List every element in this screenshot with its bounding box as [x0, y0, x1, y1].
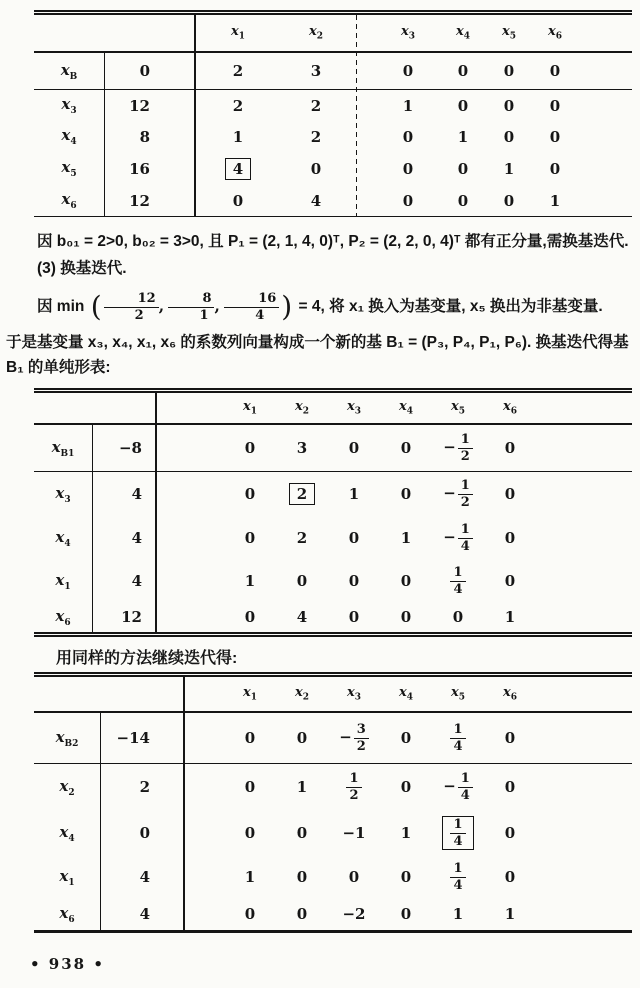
- table-cell: 0: [504, 778, 516, 796]
- rhs-value: 4: [139, 868, 150, 886]
- ratio-fraction: $\frac{8}{1}$: [168, 296, 214, 315]
- right-paren: ): [281, 289, 293, 323]
- table-cell: $\frac{1}{2}$: [328, 772, 380, 802]
- table-row: [34, 810, 632, 856]
- row-label: $x_4$: [55, 527, 71, 549]
- table-cell: − $\frac{3}{2}$: [328, 723, 380, 753]
- table-cell: 0: [348, 608, 360, 626]
- table-cell: 0: [296, 729, 308, 747]
- table-cell: 0: [400, 439, 412, 457]
- table-cell: 0: [400, 485, 412, 503]
- table-cell: 0: [310, 159, 322, 178]
- row-label: $x_1$: [59, 866, 75, 888]
- table-rule-vertical: [155, 393, 157, 632]
- table-cell: 0: [504, 868, 516, 886]
- rhs-value: 0: [139, 62, 150, 80]
- column-header: $x_6$: [502, 399, 518, 417]
- column-header: $x_5$: [501, 24, 517, 42]
- rhs-value: 8: [139, 127, 150, 146]
- table-cell: 0: [244, 824, 256, 842]
- table-cell: 0: [457, 62, 469, 80]
- column-header: $x_4$: [398, 399, 414, 417]
- table-cell: 0: [348, 572, 360, 590]
- table-rule-vertical: [92, 425, 93, 632]
- table-cell: 1: [244, 572, 256, 590]
- table-cell: 0: [244, 529, 256, 547]
- table-cell: 4: [296, 608, 308, 626]
- table-cell: 0: [296, 905, 308, 923]
- table-cell: 0: [296, 868, 308, 886]
- table-cell: 0: [348, 868, 360, 886]
- table-row: [34, 560, 632, 602]
- table-cell: 1: [348, 485, 360, 503]
- pivot-cell: 4: [200, 158, 276, 180]
- table-row: [34, 152, 632, 185]
- table-cell: 0: [504, 439, 516, 457]
- table-cell: 0: [452, 608, 464, 626]
- row-label: $x_{B1}$: [51, 437, 75, 459]
- table-rule-vertical: [194, 15, 196, 216]
- rhs-value: −14: [116, 729, 150, 747]
- pivot-cell: 2: [276, 483, 328, 505]
- table-cell: −1: [342, 824, 366, 842]
- row-label: $x_B$: [60, 60, 78, 82]
- column-header: $x_2$: [294, 399, 310, 417]
- column-header: $x_6$: [547, 24, 563, 42]
- row-label: $x_6$: [59, 903, 75, 925]
- rhs-value: 4: [139, 905, 150, 923]
- table-cell: 0: [244, 485, 256, 503]
- table-cell: 0: [400, 608, 412, 626]
- table-cell: 1: [400, 529, 412, 547]
- table-cell: 0: [457, 191, 469, 210]
- column-header: $x_5$: [450, 685, 466, 703]
- row-label: $x_1$: [55, 570, 71, 592]
- table-cell: 0: [400, 778, 412, 796]
- rhs-value: 4: [131, 485, 142, 503]
- ratio-fraction: $\frac{16}{4}$: [224, 296, 279, 315]
- paragraph: (3) 换基迭代.: [37, 260, 127, 277]
- separator: ,: [158, 296, 165, 315]
- column-header: $x_3$: [346, 399, 362, 417]
- table-cell: 0: [549, 127, 561, 146]
- table-row: [34, 185, 632, 216]
- pivot-cell: $\frac{1}{4}$: [432, 816, 484, 850]
- table-cell: − $\frac{1}{2}$: [432, 479, 484, 509]
- ratio-prefix: 因 min: [37, 298, 85, 315]
- row-label: $x_2$: [59, 776, 75, 798]
- table-rule-vertical: [104, 53, 105, 216]
- table-cell: 0: [503, 96, 515, 115]
- simplex-table-3: [34, 672, 632, 933]
- table-rule-vertical: [100, 713, 101, 930]
- row-label: $x_3$: [61, 95, 77, 116]
- row-label: $x_{B2}$: [55, 727, 79, 749]
- table-cell: 1: [232, 127, 244, 146]
- table-row: [34, 898, 632, 930]
- objective-row: [34, 53, 632, 90]
- table-cell: 2: [232, 62, 244, 80]
- table-row: [34, 764, 632, 810]
- table-cell: 0: [457, 159, 469, 178]
- table-cell: 0: [402, 191, 414, 210]
- table-cell: 0: [504, 824, 516, 842]
- table-cell: 1: [244, 868, 256, 886]
- left-paren: (: [90, 289, 102, 323]
- table-cell: 0: [296, 824, 308, 842]
- mid-text: 用同样的方法继续迭代得:: [56, 650, 238, 667]
- table-cell: 1: [296, 778, 308, 796]
- column-header: $x_2$: [308, 24, 324, 42]
- column-header: $x_1$: [242, 685, 258, 703]
- body-text: [0, 229, 640, 380]
- table-cell: 0: [348, 439, 360, 457]
- table-cell: 0: [400, 868, 412, 886]
- rhs-value: 0: [139, 824, 150, 842]
- table-cell: 2: [232, 96, 244, 115]
- table-cell: 0: [232, 191, 244, 210]
- table-rule-vertical: [183, 677, 185, 930]
- objective-row: [34, 713, 632, 764]
- column-header: $x_1$: [230, 24, 246, 42]
- ratio-conclusion: = 4, 将 x₁ 换入为基变量, x₅ 换出为非基变量.: [298, 298, 603, 315]
- table-cell: 0: [402, 62, 414, 80]
- table-cell: 0: [244, 608, 256, 626]
- table-header-row: [34, 15, 632, 53]
- table-cell: 2: [310, 127, 322, 146]
- table-cell: 0: [400, 905, 412, 923]
- column-header: $x_6$: [502, 685, 518, 703]
- paragraph: 于是基变量 x₃, x₄, x₁, x₆ 的系数列向量构成一个新的基 B₁ = (P₃, P₄, P₁, P₆). 换基迭代得基 B₁ 的单纯形表:: [6, 334, 629, 376]
- table-cell: 0: [549, 62, 561, 80]
- column-header: $x_3$: [400, 24, 416, 42]
- rhs-value: −8: [118, 439, 142, 457]
- table-cell: − $\frac{1}{2}$: [432, 433, 484, 463]
- rhs-value: 4: [131, 572, 142, 590]
- table-cell: 1: [457, 127, 469, 146]
- separator: ,: [214, 296, 220, 315]
- rhs-value: 12: [129, 96, 150, 115]
- table-cell: 0: [504, 529, 516, 547]
- column-header: $x_3$: [346, 685, 362, 703]
- table-row: [34, 121, 632, 152]
- row-label: $x_5$: [61, 158, 77, 179]
- row-label: $x_6$: [55, 606, 71, 628]
- table-cell: 0: [457, 96, 469, 115]
- table-cell: 2: [296, 529, 308, 547]
- table-header-row: [34, 393, 632, 425]
- table-cell: 0: [503, 62, 515, 80]
- table-cell: 0: [244, 778, 256, 796]
- table-cell: 0: [400, 572, 412, 590]
- rhs-value: 2: [139, 778, 150, 796]
- column-header: $x_4$: [398, 685, 414, 703]
- table-cell: − $\frac{1}{4}$: [432, 523, 484, 553]
- table-cell: 0: [503, 191, 515, 210]
- table-cell: − $\frac{1}{4}$: [432, 772, 484, 802]
- table-cell: −2: [342, 905, 366, 923]
- column-header: $x_1$: [242, 399, 258, 417]
- table-cell: 0: [244, 439, 256, 457]
- table-cell: 0: [504, 572, 516, 590]
- rhs-value: 12: [121, 608, 142, 626]
- table-rule-dashed: [356, 15, 357, 216]
- simplex-table-1: [34, 10, 632, 217]
- table-cell: $\frac{1}{4}$: [432, 862, 484, 892]
- table-cell: 3: [310, 62, 322, 80]
- table-cell: 0: [402, 127, 414, 146]
- table-cell: 1: [452, 905, 464, 923]
- row-label: $x_4$: [61, 126, 77, 147]
- column-header: $x_4$: [455, 24, 471, 42]
- table-cell: 0: [549, 159, 561, 178]
- table-row: [34, 856, 632, 898]
- simplex-table-2: [34, 388, 632, 637]
- paragraph: 因 b₀₁ = 2>0, b₀₂ = 3>0, 且 P₁ = (2, 1, 4, 0)ᵀ, P₂ = (2, 2, 0, 4)ᵀ 都有正分量,需换基迭代.: [37, 233, 629, 250]
- page-number: • 938 •: [30, 955, 105, 973]
- table-cell: 1: [504, 608, 516, 626]
- column-header: $x_5$: [450, 399, 466, 417]
- table-cell: 1: [504, 905, 516, 923]
- table-cell: 0: [400, 729, 412, 747]
- table-cell: 0: [504, 729, 516, 747]
- row-label: $x_4$: [59, 822, 75, 844]
- objective-row: [34, 425, 632, 472]
- table-cell: 0: [244, 729, 256, 747]
- table-cell: 3: [296, 439, 308, 457]
- row-label: $x_3$: [55, 483, 71, 505]
- table-row: [34, 602, 632, 632]
- table-cell: 0: [402, 159, 414, 178]
- table-cell: 1: [402, 96, 414, 115]
- table-cell: $\frac{1}{4}$: [432, 723, 484, 753]
- row-label: $x_6$: [61, 190, 77, 211]
- table-cell: 0: [244, 905, 256, 923]
- column-header: $x_2$: [294, 685, 310, 703]
- table-cell: 0: [549, 96, 561, 115]
- table-cell: 4: [310, 191, 322, 210]
- table-cell: 1: [400, 824, 412, 842]
- ratio-test-line: [6, 285, 634, 328]
- rhs-value: 4: [131, 529, 142, 547]
- rhs-value: 12: [129, 191, 150, 210]
- table-row: [34, 472, 632, 516]
- table-cell: $\frac{1}{4}$: [432, 566, 484, 596]
- table-row: [34, 516, 632, 560]
- table-cell: 1: [549, 191, 561, 210]
- rhs-value: 16: [129, 159, 150, 178]
- table-cell: 0: [296, 572, 308, 590]
- table-header-row: [34, 677, 632, 713]
- ratio-fraction: $\frac{12}{2}$: [104, 296, 159, 315]
- table-cell: 0: [348, 529, 360, 547]
- table-cell: 2: [310, 96, 322, 115]
- table-cell: 0: [503, 127, 515, 146]
- table-cell: 1: [503, 159, 515, 178]
- table-row: [34, 90, 632, 121]
- table-cell: 0: [504, 485, 516, 503]
